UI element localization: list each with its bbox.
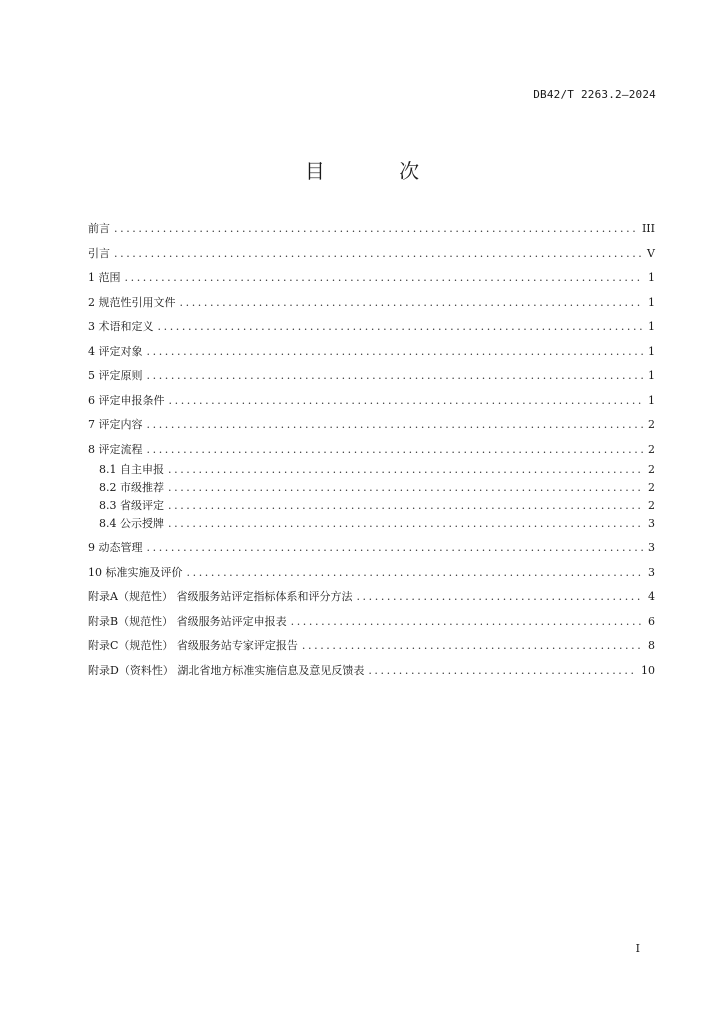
toc-entry-page: 6 xyxy=(648,614,655,628)
toc-entry-page: 2 xyxy=(648,418,655,431)
toc-entry-label: 4 评定对象 xyxy=(88,344,143,358)
toc-entry-page: 3 xyxy=(648,541,655,554)
toc-entry-label: 前言 xyxy=(88,222,110,235)
toc-entry[interactable] xyxy=(88,367,655,392)
toc-leader-dots xyxy=(302,639,643,652)
toc-entry[interactable] xyxy=(88,637,655,662)
toc-entry-page: 2 xyxy=(648,442,655,456)
toc-entry-label: 9 动态管理 xyxy=(88,541,143,554)
toc-entry-label: 附录C（规范性） 省级服务站专家评定报告 xyxy=(88,639,298,652)
toc-entry-page: III xyxy=(641,222,655,235)
toc-leader-dots xyxy=(169,394,644,407)
toc-entry-page: 2 xyxy=(648,463,655,476)
standard-number: DB42/T 2263.2—2024 xyxy=(533,88,656,101)
toc-entry[interactable] xyxy=(88,416,655,441)
toc-leader-dots xyxy=(147,443,644,456)
toc-leader-dots xyxy=(168,481,643,494)
toc-entry-label: 10 标准实施及评价 xyxy=(88,565,183,579)
toc-entry-label: 附录B（规范性） 省级服务站评定申报表 xyxy=(88,614,287,628)
toc-subentry[interactable] xyxy=(88,461,655,479)
toc-entry-label: 附录A（规范性） 省级服务站评定指标体系和评分方法 xyxy=(88,590,353,603)
toc-leader-dots xyxy=(147,541,644,554)
toc-entry-label: 2 规范性引用文件 xyxy=(88,295,176,309)
toc-entry-page: 1 xyxy=(648,369,655,382)
toc-entry[interactable] xyxy=(88,220,655,245)
toc-entry[interactable] xyxy=(88,662,655,687)
toc-entry[interactable] xyxy=(88,392,655,417)
toc-entry-label: 8.2 市级推荐 xyxy=(99,481,164,494)
toc-entry[interactable] xyxy=(88,294,655,319)
toc-entry-page: 3 xyxy=(648,517,655,530)
toc-subentry[interactable] xyxy=(88,515,655,533)
toc-subentry[interactable] xyxy=(88,497,655,515)
toc-entry-page: 1 xyxy=(648,295,655,309)
toc-entry-page: V xyxy=(647,246,655,260)
toc-entry-label: 引言 xyxy=(88,246,110,260)
toc-entry-label: 5 评定原则 xyxy=(88,369,143,382)
table-of-contents xyxy=(88,220,655,686)
toc-leader-dots xyxy=(180,296,644,309)
toc-entry-page: 10 xyxy=(641,663,655,677)
toc-entry[interactable] xyxy=(88,269,655,294)
toc-entry-page: 2 xyxy=(648,481,655,494)
toc-leader-dots xyxy=(114,247,643,260)
toc-entry-label: 8.1 自主申报 xyxy=(99,463,164,476)
toc-leader-dots xyxy=(291,615,643,628)
toc-entry[interactable] xyxy=(88,588,655,613)
toc-leader-dots xyxy=(125,271,644,284)
toc-entry-page: 8 xyxy=(648,639,655,652)
toc-entry-label: 附录D（资料性） 湖北省地方标准实施信息及意见反馈表 xyxy=(88,663,365,677)
toc-entry-page: 2 xyxy=(648,499,655,512)
toc-entry-label: 8.3 省级评定 xyxy=(99,499,164,512)
toc-entry-page: 1 xyxy=(648,271,655,284)
toc-entry[interactable] xyxy=(88,539,655,564)
toc-entry-label: 1 范围 xyxy=(88,271,121,284)
toc-subentry[interactable] xyxy=(88,479,655,497)
toc-leader-dots xyxy=(356,590,643,603)
toc-leader-dots xyxy=(147,418,644,431)
toc-entry-label: 8.4 公示授牌 xyxy=(99,517,164,530)
toc-leader-dots xyxy=(114,222,638,235)
toc-leader-dots xyxy=(187,566,644,579)
toc-leader-dots xyxy=(147,369,644,382)
toc-entry-label: 8 评定流程 xyxy=(88,442,143,456)
toc-leader-dots xyxy=(168,463,643,476)
toc-entry-label: 7 评定内容 xyxy=(88,418,143,431)
toc-entry-label: 3 术语和定义 xyxy=(88,320,154,333)
toc-entry-page: 1 xyxy=(648,393,655,407)
toc-leader-dots xyxy=(368,664,637,677)
toc-leader-dots xyxy=(158,320,644,333)
toc-entry-page: 3 xyxy=(648,565,655,579)
toc-entry-page: 1 xyxy=(648,344,655,358)
toc-entry[interactable] xyxy=(88,343,655,368)
toc-title: 目 次 xyxy=(304,159,454,183)
page-number: I xyxy=(635,942,640,955)
toc-entry[interactable] xyxy=(88,564,655,589)
toc-leader-dots xyxy=(147,345,644,358)
toc-leader-dots xyxy=(168,517,643,530)
toc-entry[interactable] xyxy=(88,613,655,638)
toc-entry-page: 1 xyxy=(648,320,655,333)
toc-entry-page: 4 xyxy=(648,590,655,603)
toc-entry[interactable] xyxy=(88,245,655,270)
toc-entry[interactable] xyxy=(88,318,655,343)
toc-entry-label: 6 评定申报条件 xyxy=(88,393,165,407)
toc-leader-dots xyxy=(168,499,643,512)
